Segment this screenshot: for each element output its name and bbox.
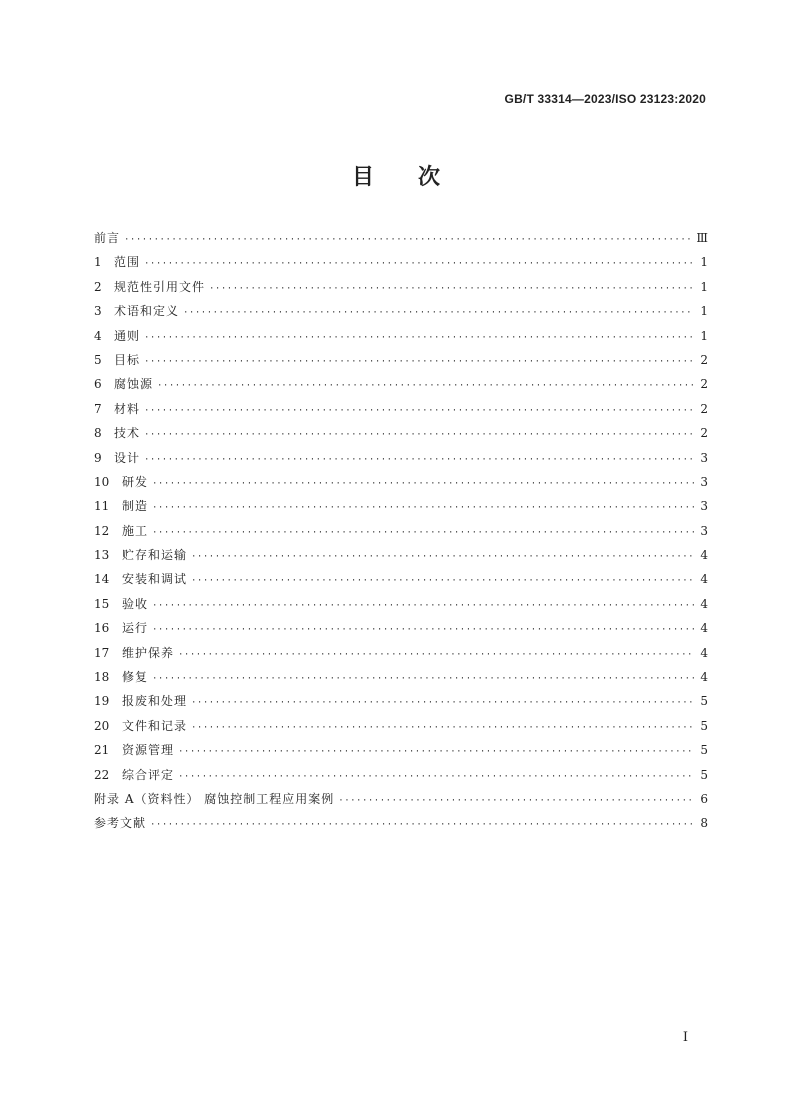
toc-number: 8 — [94, 426, 102, 441]
toc-entry-1[interactable] — [94, 250, 708, 274]
toc-leader — [191, 545, 694, 569]
toc-title: 材料 — [114, 401, 141, 416]
toc-entry-6[interactable] — [94, 372, 708, 396]
toc-leader — [150, 813, 694, 837]
toc-page: 4 — [700, 670, 708, 685]
standard-code: GB/T 33314—2023/ISO 23123:2020 — [504, 92, 706, 106]
toc-leader — [144, 326, 694, 350]
toc-title: 范围 — [114, 255, 141, 270]
toc-leader — [178, 740, 694, 764]
toc-title: 目标 — [114, 352, 141, 367]
toc-page: 4 — [700, 596, 708, 611]
toc-entry-bibliography[interactable] — [94, 811, 708, 835]
toc-number: 22 — [94, 767, 110, 782]
toc-title: 通则 — [114, 328, 141, 343]
toc-leader — [191, 716, 694, 740]
toc-leader — [191, 569, 694, 593]
toc-page: 1 — [700, 328, 708, 343]
toc-entry-9[interactable] — [94, 446, 708, 470]
toc-page: 3 — [700, 474, 708, 489]
toc-entry-11[interactable] — [94, 494, 708, 518]
toc-number: 20 — [94, 718, 110, 733]
toc-title: 运行 — [122, 621, 149, 636]
toc-entry-10[interactable] — [94, 470, 708, 494]
toc-leader — [152, 594, 694, 618]
toc-leader — [183, 301, 694, 325]
toc-number: 3 — [94, 304, 102, 319]
toc-entry-5[interactable] — [94, 348, 708, 372]
toc-title: 前言 — [94, 231, 121, 245]
toc-leader — [124, 228, 690, 252]
toc-number: 11 — [94, 499, 110, 514]
toc-entry-17[interactable] — [94, 641, 708, 665]
toc-number: 4 — [94, 328, 102, 343]
toc-leader — [144, 252, 694, 276]
toc-leader — [338, 789, 694, 813]
toc-number: 1 — [94, 255, 102, 270]
toc-page: 5 — [700, 767, 708, 782]
toc-page: 1 — [700, 279, 708, 294]
toc-page: 4 — [700, 645, 708, 660]
toc-number: 12 — [94, 523, 110, 538]
toc-number: 14 — [94, 572, 110, 587]
toc-title: 设计 — [114, 450, 141, 465]
toc-number: 10 — [94, 474, 110, 489]
toc-entry-22[interactable] — [94, 763, 708, 787]
toc-title: 腐蚀源 — [114, 377, 154, 392]
toc-leader — [152, 472, 694, 496]
toc-title: 参考文献 — [94, 816, 147, 831]
toc-title: 报废和处理 — [122, 694, 188, 709]
toc-entry-14[interactable] — [94, 567, 708, 591]
toc-entry-foreword[interactable] — [94, 226, 708, 250]
toc-leader — [152, 496, 694, 520]
toc-number: 18 — [94, 670, 110, 685]
toc-leader — [157, 374, 694, 398]
toc-page: 5 — [700, 718, 708, 733]
toc-number: 2 — [94, 279, 102, 294]
toc-leader — [152, 618, 694, 642]
toc-entry-15[interactable] — [94, 592, 708, 616]
toc-page: 4 — [700, 548, 708, 563]
toc-page: 5 — [700, 743, 708, 758]
toc-page: 2 — [700, 377, 708, 392]
toc-entry-8[interactable] — [94, 421, 708, 445]
toc-page: 4 — [700, 621, 708, 636]
toc-number: 17 — [94, 645, 110, 660]
toc-leader — [178, 643, 694, 667]
toc-entry-13[interactable] — [94, 543, 708, 567]
toc-number: 19 — [94, 694, 110, 709]
toc-page: 1 — [700, 255, 708, 270]
toc-title: 研发 — [122, 474, 149, 489]
toc-page: 6 — [700, 791, 708, 806]
toc-entry-19[interactable] — [94, 689, 708, 713]
toc-title: 文件和记录 — [122, 718, 188, 733]
toc-title: 施工 — [122, 523, 149, 538]
toc-page: 5 — [700, 694, 708, 709]
toc-title: 技术 — [114, 426, 141, 441]
toc-leader — [144, 448, 694, 472]
toc-entry-annex-a[interactable] — [94, 787, 708, 811]
toc-page: 1 — [700, 304, 708, 319]
toc-number: 7 — [94, 401, 102, 416]
toc-title: 制造 — [122, 499, 149, 514]
toc-entry-16[interactable] — [94, 616, 708, 640]
page-title — [0, 160, 792, 191]
toc-leader — [144, 350, 694, 374]
toc-number: 9 — [94, 450, 102, 465]
toc-leader — [144, 399, 694, 423]
toc-entry-3[interactable] — [94, 299, 708, 323]
toc-title: 维护保养 — [122, 645, 175, 660]
toc-title: 术语和定义 — [114, 304, 180, 319]
toc-number: 15 — [94, 596, 110, 611]
table-of-contents — [94, 226, 708, 836]
toc-title: 安装和调试 — [122, 572, 188, 587]
toc-leader — [152, 521, 694, 545]
toc-page: 2 — [700, 426, 708, 441]
toc-page: 3 — [700, 499, 708, 514]
toc-title: 修复 — [122, 670, 149, 685]
toc-title: 规范性引用文件 — [114, 279, 206, 294]
toc-page: Ⅲ — [696, 231, 708, 245]
toc-title: 综合评定 — [122, 767, 175, 782]
title-char-1: 目 — [351, 164, 374, 190]
title-char-2: 次 — [418, 164, 441, 190]
toc-entry-2[interactable] — [94, 275, 708, 299]
toc-page: 2 — [700, 401, 708, 416]
toc-leader — [209, 277, 694, 301]
toc-entry-20[interactable] — [94, 714, 708, 738]
toc-leader — [191, 691, 694, 715]
toc-page: 3 — [700, 523, 708, 538]
toc-leader — [178, 765, 694, 789]
page-number: I — [682, 1030, 688, 1045]
toc-number: 21 — [94, 743, 110, 758]
toc-entry-7[interactable] — [94, 397, 708, 421]
toc-number: 13 — [94, 548, 110, 563]
toc-page: 2 — [700, 352, 708, 367]
toc-page: 8 — [700, 816, 708, 831]
toc-title: 贮存和运输 — [122, 548, 188, 563]
toc-number: 5 — [94, 352, 102, 367]
toc-entry-21[interactable] — [94, 738, 708, 762]
toc-entry-4[interactable] — [94, 324, 708, 348]
toc-title: 附录 A（资料性） 腐蚀控制工程应用案例 — [94, 791, 335, 806]
toc-entry-12[interactable] — [94, 519, 708, 543]
toc-page: 3 — [700, 450, 708, 465]
toc-number: 16 — [94, 621, 110, 636]
toc-page: 4 — [700, 572, 708, 587]
toc-number: 6 — [94, 377, 102, 392]
toc-entry-18[interactable] — [94, 665, 708, 689]
toc-title: 资源管理 — [122, 743, 175, 758]
toc-title: 验收 — [122, 596, 149, 611]
toc-leader — [144, 423, 694, 447]
toc-leader — [152, 667, 694, 691]
